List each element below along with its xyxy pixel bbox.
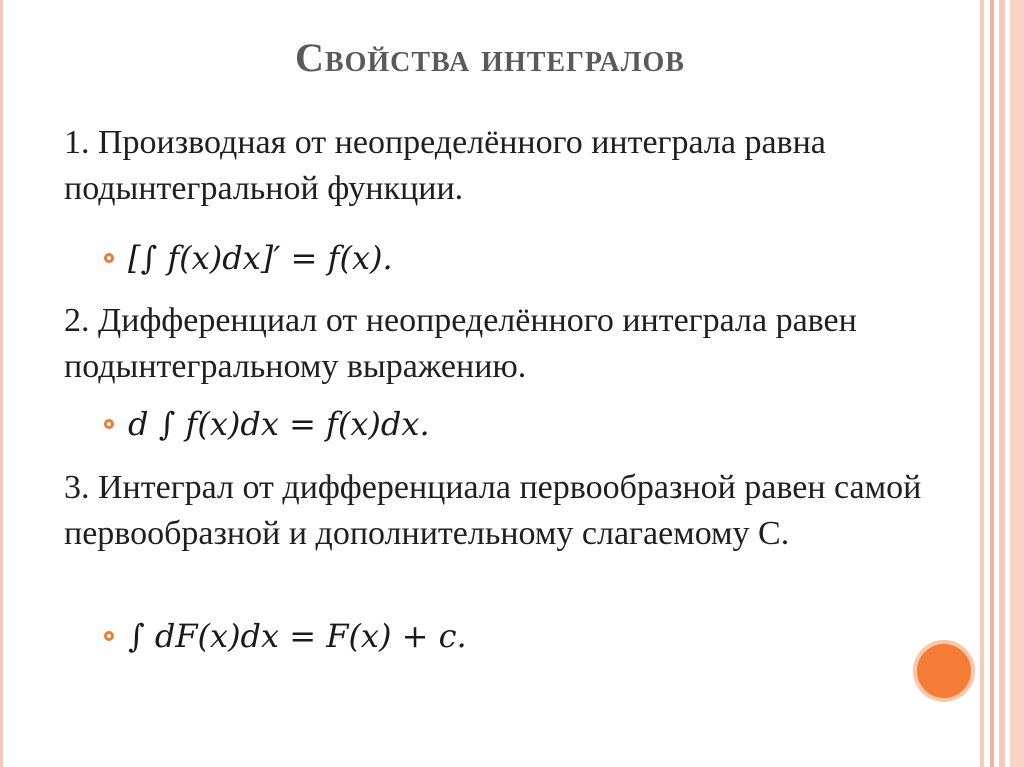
circle-bullet-icon [104, 253, 114, 263]
property-1-text: 1. Производная от неопределённого интеграла равна подынтегральной функции. [64, 124, 826, 207]
circle-bullet-icon [104, 631, 114, 641]
property-2-formula: d ∫ f(x)dx = f(x)dx. [128, 405, 430, 443]
property-1-formula: [∫ f(x)dx]′ = f(x). [128, 239, 393, 277]
circle-bullet-icon [104, 419, 114, 429]
property-3-text: 3. Интеграл от дифференциала первообразной равен самой первообразной и дополнительному слагаемому С. [64, 469, 922, 552]
stripe [1010, 0, 1024, 767]
property-3-formula: ∫ dF(x)dx = F(x) + c. [128, 617, 467, 655]
property-1-formula-row [104, 234, 393, 282]
right-stripes-decoration [980, 0, 1024, 767]
orange-circle-icon [913, 640, 975, 702]
property-2-formula-row [104, 400, 430, 448]
property-2-text: 2. Дифференциал от неопределённого интеграла равен подынтегральному выражению. [64, 302, 857, 385]
left-edge-decoration [0, 0, 3, 767]
slide-title: Свойства интегралов [295, 35, 685, 80]
property-3-formula-row [104, 612, 467, 660]
